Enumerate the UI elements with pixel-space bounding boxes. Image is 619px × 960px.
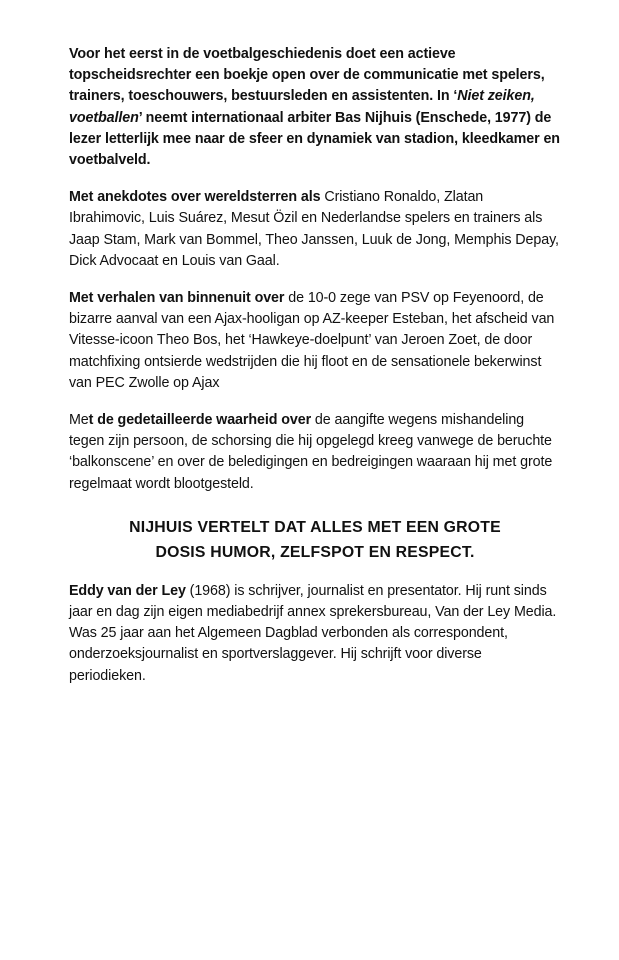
anecdotes-paragraph: [69, 187, 561, 272]
stories-text: de 10-0 zege van PSV op Feyenoord, de bizarre aanval van een Ajax-hooligan op AZ-keeper Esteban, het afscheid van Vitesse-icoon Theo Bos, het ‘Hawkeye-doelpunt’ van Jeroen Zoet, de door matchfixing ontsierde wedstrijden die hij floot en de sensationele bekerwinst van PEC Zwolle op Ajax: [69, 290, 555, 391]
tagline-line-2: DOSIS HUMOR, ZELFSPOT EN RESPECT.: [155, 543, 475, 561]
book-title: Niet zeiken, voetballen: [69, 88, 535, 126]
tagline: [69, 515, 561, 565]
tagline-line-1: NIJHUIS VERTELT DAT ALLES MET EEN GROTE: [129, 518, 501, 536]
truth-lead: t de gedetailleerde waarheid over: [88, 412, 312, 429]
truth-paragraph: [69, 410, 561, 495]
truth-lead-plain: Me: [69, 412, 89, 429]
intro-text-start: Voor het eerst in de voetbalgeschiedenis doet een actieve topscheidsrechter een boekje open over de communicatie met spelers, trainers, toeschouwers, bestuursleden en assistenten. In ‘: [69, 46, 545, 105]
author-bio-text: (1968) is schrijver, journalist en presentator. Hij runt sinds jaar en dag zijn eigen mediabedrijf annex sprekersbureau, Van der Ley Media. Was 25 jaar aan het Algemeen Dagblad verbonden als correspondent, onderzoeksjournalist en sportverslaggever. Hij schrijft voor diverse periodieken.: [69, 582, 557, 684]
author-bio: [69, 581, 561, 687]
back-cover-text: [69, 44, 561, 687]
anecdotes-text: Cristiano Ronaldo, Zlatan Ibrahimovic, Luis Suárez, Mesut Özil en Nederlandse spelers en trainers als Jaap Stam, Mark van Bommel, Theo Janssen, Luuk de Jong, Memphis Depay, Dick Advocaat en Louis van Gaal.: [69, 189, 559, 269]
intro-paragraph: [69, 44, 561, 171]
anecdotes-lead: Met anekdotes over wereldsterren als: [69, 189, 321, 206]
stories-lead: Met verhalen van binnenuit over: [69, 290, 285, 307]
truth-text: de aangifte wegens mishandeling tegen zijn persoon, de schorsing die hij opgelegd kreeg vanwege de beruchte ‘balkonscene’ en over de beledigingen en bedreigingen waaraan hij met grote regelmaat wordt blootgesteld.: [69, 412, 553, 492]
intro-text-end: ’ neemt internationaal arbiter Bas Nijhuis (Enschede, 1977) de lezer letterlijk mee naar de sfeer en dynamiek van stadion, kleedkamer en voetbalveld.: [69, 109, 560, 169]
author-name: Eddy van der Ley: [69, 582, 186, 599]
stories-paragraph: [69, 288, 561, 394]
